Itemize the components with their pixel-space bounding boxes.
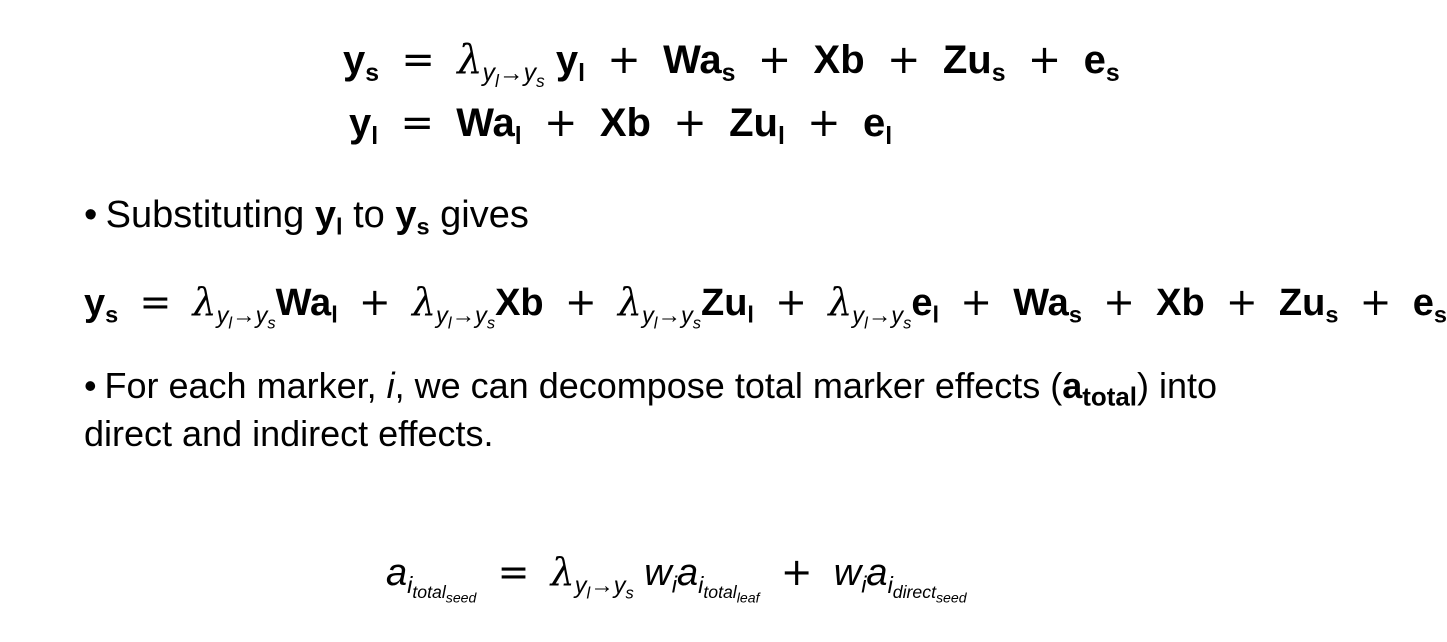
equation-marker-decomposition: $a_{i_{total_{seed}}} = \lambda_{y_l\to y_s}$ $w_ia_{i_{total_{leaf}}} + w_ia_{i_{direct_{seed}}}$ [386, 550, 967, 606]
bullet-icon: • [84, 365, 97, 406]
bullet-decompose-continued: direct and indirect effects. [84, 413, 494, 454]
equation-yl-model: $y_l = Wa_l + Xb + Zu_l + e_l$ [349, 100, 893, 150]
bullet-decompose: • For each marker, i, we can decompose total marker effects $(a_{total})$ into [84, 365, 1218, 412]
lambda-symbol: λ [457, 37, 483, 83]
bullet-substitution: • Substituting $y_l$ to $y_s$ gives [84, 194, 529, 240]
lambda-subscript: yl→ys [482, 59, 545, 91]
equation-substituted: $y_s = \lambda_{y_l\to y_s}Wa_l + \lambda_{y_l\to y_s}Xb + \lambda_{y_l\to y_s}Zu_l + \lambda_{y_l\to y_s}e_l + Wa_s + Xb + Zu_s + e_s$ [84, 280, 1447, 333]
equation-ys-model: $y_s = \lambda_{y_l\to y_s}$ $y_l + Wa_s + Xb + Zu_s + e_s$ [343, 37, 1120, 91]
bullet-icon: • [84, 194, 98, 236]
